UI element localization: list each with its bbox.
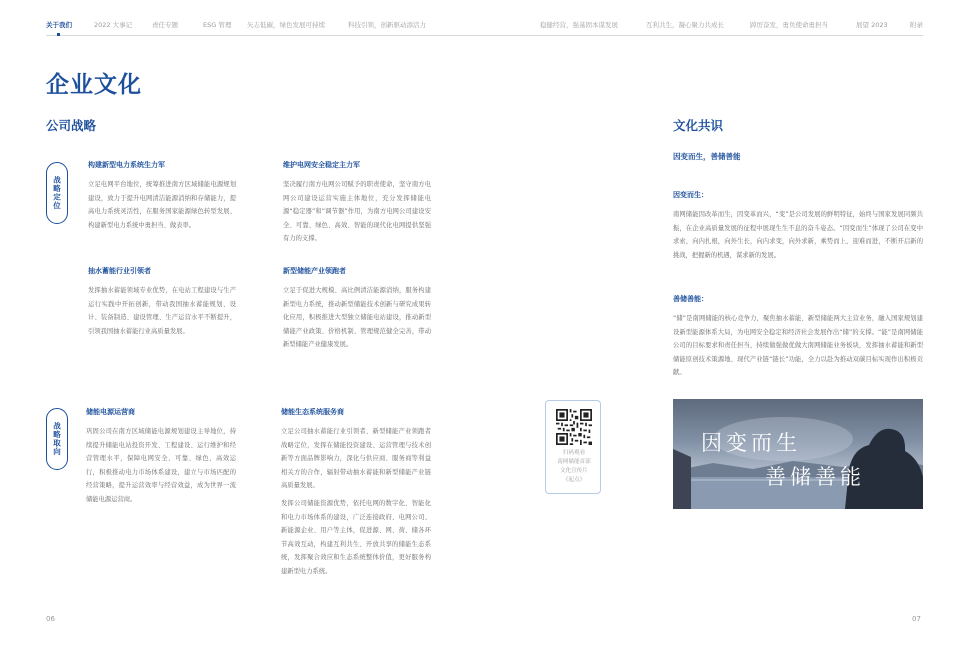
qr-caption-line: 文化宣传片: [560, 468, 588, 474]
strategy-orientation-tag-label: 战略取向: [52, 422, 62, 456]
block-text: 南网储能因改革而生，因变革而兴，“变”是公司发展的鲜明特征，始终与国家发展同频共振，在企业高质量发展的征程中展现生生不息的奋斗姿态。“因变而生”体现了公司在变中求索，向内扎根，向外生长，向内求变，向外求新，乘势而上，迎难而进，不断开启新的挑战，把握新的机遇，谋求新的发展。: [673, 211, 923, 259]
nav-item-appendix[interactable]: 附录: [910, 21, 923, 29]
block-title: 善储善能：: [673, 295, 708, 303]
block-text: 立足电网平台地位，统筹推进南方区域储能电源规划建设，致力于提升电网清洁能源消纳和存储能力，提高电力系统灵活性，在服务国家能源绿色转型发展、构建新型电力系统中勇担当、做表率。: [88, 181, 236, 229]
block-title: 储能生态系统服务商: [281, 408, 344, 416]
orientation-block-operator: [86, 407, 236, 507]
strategy-positioning-tag: [46, 162, 68, 224]
strategy-positioning-tag-label: 战略定位: [52, 176, 62, 210]
nav-item-outlook-2023[interactable]: 展望 2023: [856, 21, 888, 29]
nav-item-esg[interactable]: ESG 管理: [203, 21, 232, 29]
nav-item-low-carbon[interactable]: 矢志低碳，绿色发展可持续: [247, 21, 325, 29]
block-title: 维护电网安全稳定主力军: [283, 161, 360, 169]
strategy-block-new-storage: [283, 266, 431, 352]
culture-block-change: [673, 190, 923, 262]
block-text: 立足于促进大规模、高比例清洁能源消纳，服务构建新型电力系统，推动新型储能技术创新与研究成果转化应用，积极推进大型独立储能电站建设，推动新型储能产业政策、价格机制、管理规范健全完善，带动新型储能产业健康发展。: [283, 287, 431, 349]
culture-section-title: 文化共识: [673, 118, 724, 133]
strategy-section-title: 公司战略: [46, 118, 97, 133]
photo-text-line1: 因变而生: [701, 431, 801, 455]
block-text: 发挥抽水蓄能领域专业优势，在电站工程建设与生产运行实践中开拓创新，带动我国抽水蓄能规划、设计、装备制造、建设管理、生产运营水平不断提升，引领我国抽水蓄能行业高质量发展。: [88, 287, 236, 335]
block-text: “储”是南网储能的核心竞争力，聚焦抽水蓄能、新型储能两大主营业务，融入国家规划建设新型能源体系大局，为电网安全稳定和经济社会发展作出“储”的支撑。“能”是南网储能公司的目标要求和责任担当，持续做强做优做大南网储能业务板块，发挥抽水蓄能和新型储能原创技术策源地、现代产业链“链长”功能，全力以赴为推动双碳目标实现作出积极贡献。: [673, 315, 923, 377]
orientation-block-ecosystem: [281, 407, 431, 579]
block-title: 储能电源运营商: [86, 408, 135, 416]
nav-item-feature-topics[interactable]: 责任专题: [152, 21, 178, 29]
block-title: 新型储能产业领跑者: [283, 267, 346, 275]
qr-caption-line: 南网储能首部: [557, 459, 591, 465]
nav-divider: [46, 35, 923, 36]
strategy-orientation-tag: [46, 408, 68, 470]
nav-item-innovation[interactable]: 科技引领，创新驱动添活力: [348, 21, 426, 29]
page-title: 企业文化: [46, 72, 142, 98]
nav-active-indicator: [57, 33, 60, 36]
qr-code-icon[interactable]: [556, 409, 592, 445]
photo-text-line2: 善储善能: [765, 465, 865, 489]
culture-block-storage: [673, 294, 923, 380]
block-text: 立足公司抽水蓄能行业引领者、新型储能产业领跑者战略定位，发挥在储能投资建设、运营管理与技术创新等方面品牌影响力，深化与供应商、服务商等利益相关方的合作，辐射带动抽水蓄能和新型储能产业链高质量发展。: [281, 428, 431, 490]
block-title: 因变而生：: [673, 191, 708, 199]
culture-slogan: 因变而生，善储善能: [673, 152, 741, 161]
qr-caption-line: 《起点》: [562, 477, 586, 483]
strategy-block-pumped-storage: [88, 266, 236, 338]
block-title: 抽水蓄能行业引领者: [88, 267, 151, 275]
strategy-block-power-system: [88, 160, 236, 232]
qr-code-card[interactable]: [545, 400, 601, 494]
qr-caption: [550, 449, 598, 485]
nav-item-2022-events[interactable]: 2022 大事记: [94, 21, 133, 29]
nav-item-mission[interactable]: 踔厉奋发，勇负使命勇担当: [750, 21, 828, 29]
culture-photo: [673, 399, 923, 509]
block-text: 巩固公司在南方区域储能电源规划建设主导地位，持续提升储能电站投资开发、工程建设、运行维护和经营管理水平，保障电网安全、可靠、绿色、高效运行，积极推动电力市场体系建设，建立与市场匹配的经营策略，提升运营效率与经营效益，成为世界一流储能电源运营商。: [86, 428, 236, 503]
block-text: 坚决履行南方电网公司赋予的职责使命，坚守南方电网公司建设运营实施主体地位，充分发挥储能电源“稳定器”和“调节器”作用，为南方电网公司建设安全、可靠、绿色、高效、智能的现代化电网提供坚强有力的支撑。: [283, 181, 431, 243]
nav-item-operation[interactable]: 稳健经营，强基固本谋发展: [540, 21, 618, 29]
block-text: 发挥公司储能资源优势，依托电网的数字化、智能化和电力市场体系的建设，广泛连接政府、电网公司、新能源企业、用户等主体，促进源、网、荷、储各环节高效互动，构建互利共生、开放共享的储能生态系统，发挥聚合效应和生态系统整体价值，更好服务构建新型电力系统。: [281, 499, 431, 575]
nav-item-mutual-benefit[interactable]: 互利共生，凝心聚力共成长: [646, 21, 724, 29]
qr-caption-line: 扫码观看: [562, 450, 586, 456]
strategy-block-grid-safety: [283, 160, 431, 246]
block-title: 构建新型电力系统生力军: [88, 161, 165, 169]
page-number-left: 06: [46, 615, 55, 623]
nav-item-about-us[interactable]: 关于我们: [46, 21, 72, 29]
page-number-right: 07: [912, 615, 921, 623]
